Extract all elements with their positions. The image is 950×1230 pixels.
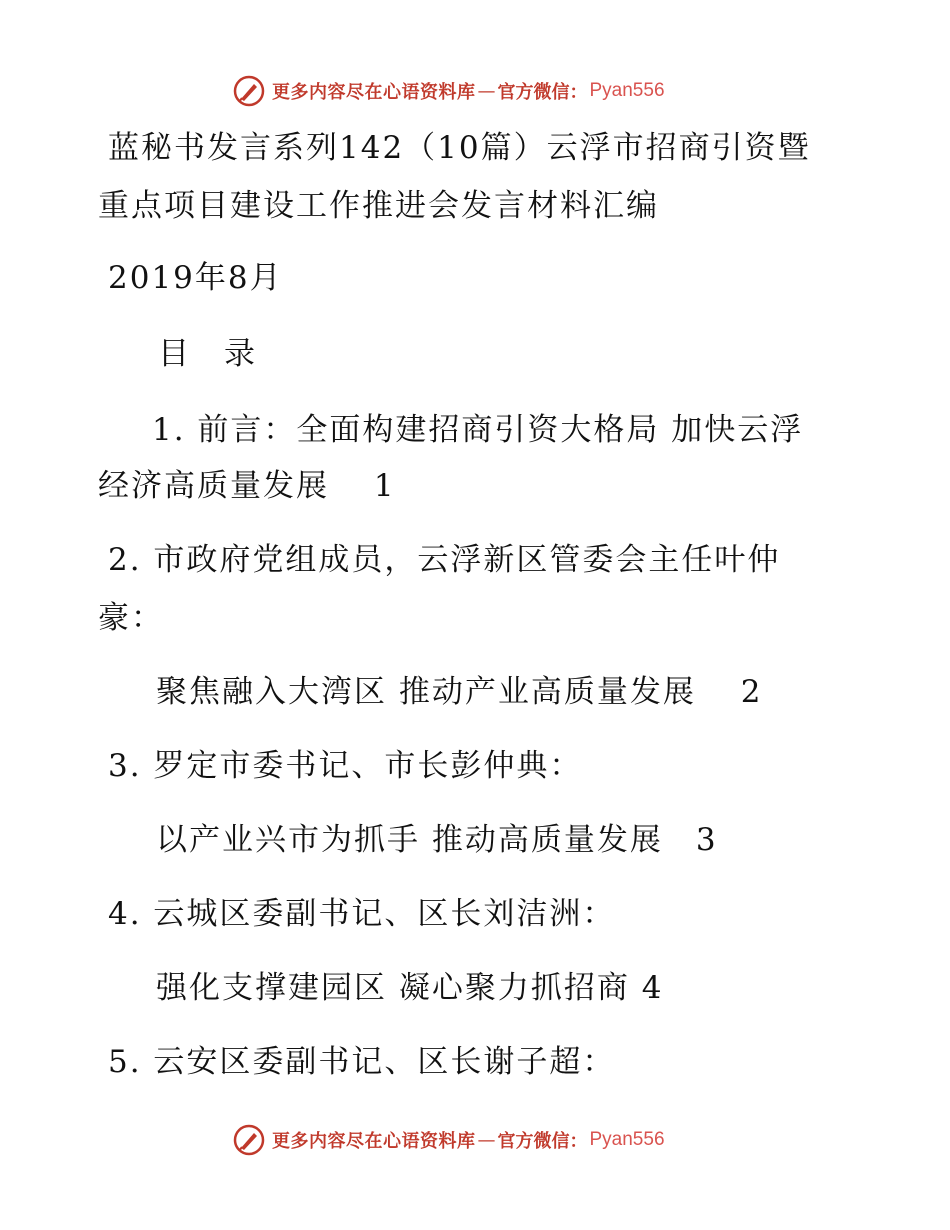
banner-official-label: 官方微信： xyxy=(497,82,588,103)
toc-heading: 目 录 xyxy=(158,336,257,372)
banner-separator: — xyxy=(477,80,496,102)
banner-slogan: 更多内容尽在心语资料库 xyxy=(272,1131,476,1152)
toc-item-5-line1: 5. 云安区委副书记、区长谢子超： xyxy=(108,1044,616,1080)
banner-separator: — xyxy=(477,1129,496,1151)
banner-wechat-id: Pyan556 xyxy=(589,1129,665,1150)
banner-official-label: 官方微信： xyxy=(497,1131,588,1152)
toc-item-3-line2: 以产业兴市为抓手 推动高质量发展 3 xyxy=(156,822,718,858)
toc-item-4-line1: 4. 云城区委副书记、区长刘洁洲： xyxy=(108,896,616,932)
header-banner xyxy=(232,71,665,111)
footer-banner xyxy=(232,1120,665,1160)
toc-item-4-line2: 强化支撑建园区 凝心聚力抓招商 4 xyxy=(156,970,664,1006)
toc-item-2-line3: 聚焦融入大湾区 推动产业高质量发展 2 xyxy=(156,674,763,710)
doc-title-line1: 蓝秘书发言系列142（10篇）云浮市招商引资暨 xyxy=(108,130,811,166)
banner-wechat-id: Pyan556 xyxy=(589,80,665,101)
quill-logo-icon xyxy=(232,1123,266,1157)
toc-item-1-line1: 1. 前言：全面构建招商引资大格局 加快云浮 xyxy=(152,412,804,448)
toc-item-1-line2: 经济高质量发展 1 xyxy=(98,468,396,504)
toc-item-3-line1: 3. 罗定市委书记、市长彭仲典： xyxy=(108,748,583,784)
banner-slogan: 更多内容尽在心语资料库 xyxy=(272,82,476,103)
doc-date: 2019年8月 xyxy=(108,260,283,296)
doc-title-line2: 重点项目建设工作推进会发言材料汇编 xyxy=(98,188,659,224)
toc-item-2-line1: 2. 市政府党组成员，云浮新区管委会主任叶仲 xyxy=(108,542,781,578)
toc-item-2-line2: 豪： xyxy=(98,600,164,636)
quill-logo-icon xyxy=(232,74,266,108)
